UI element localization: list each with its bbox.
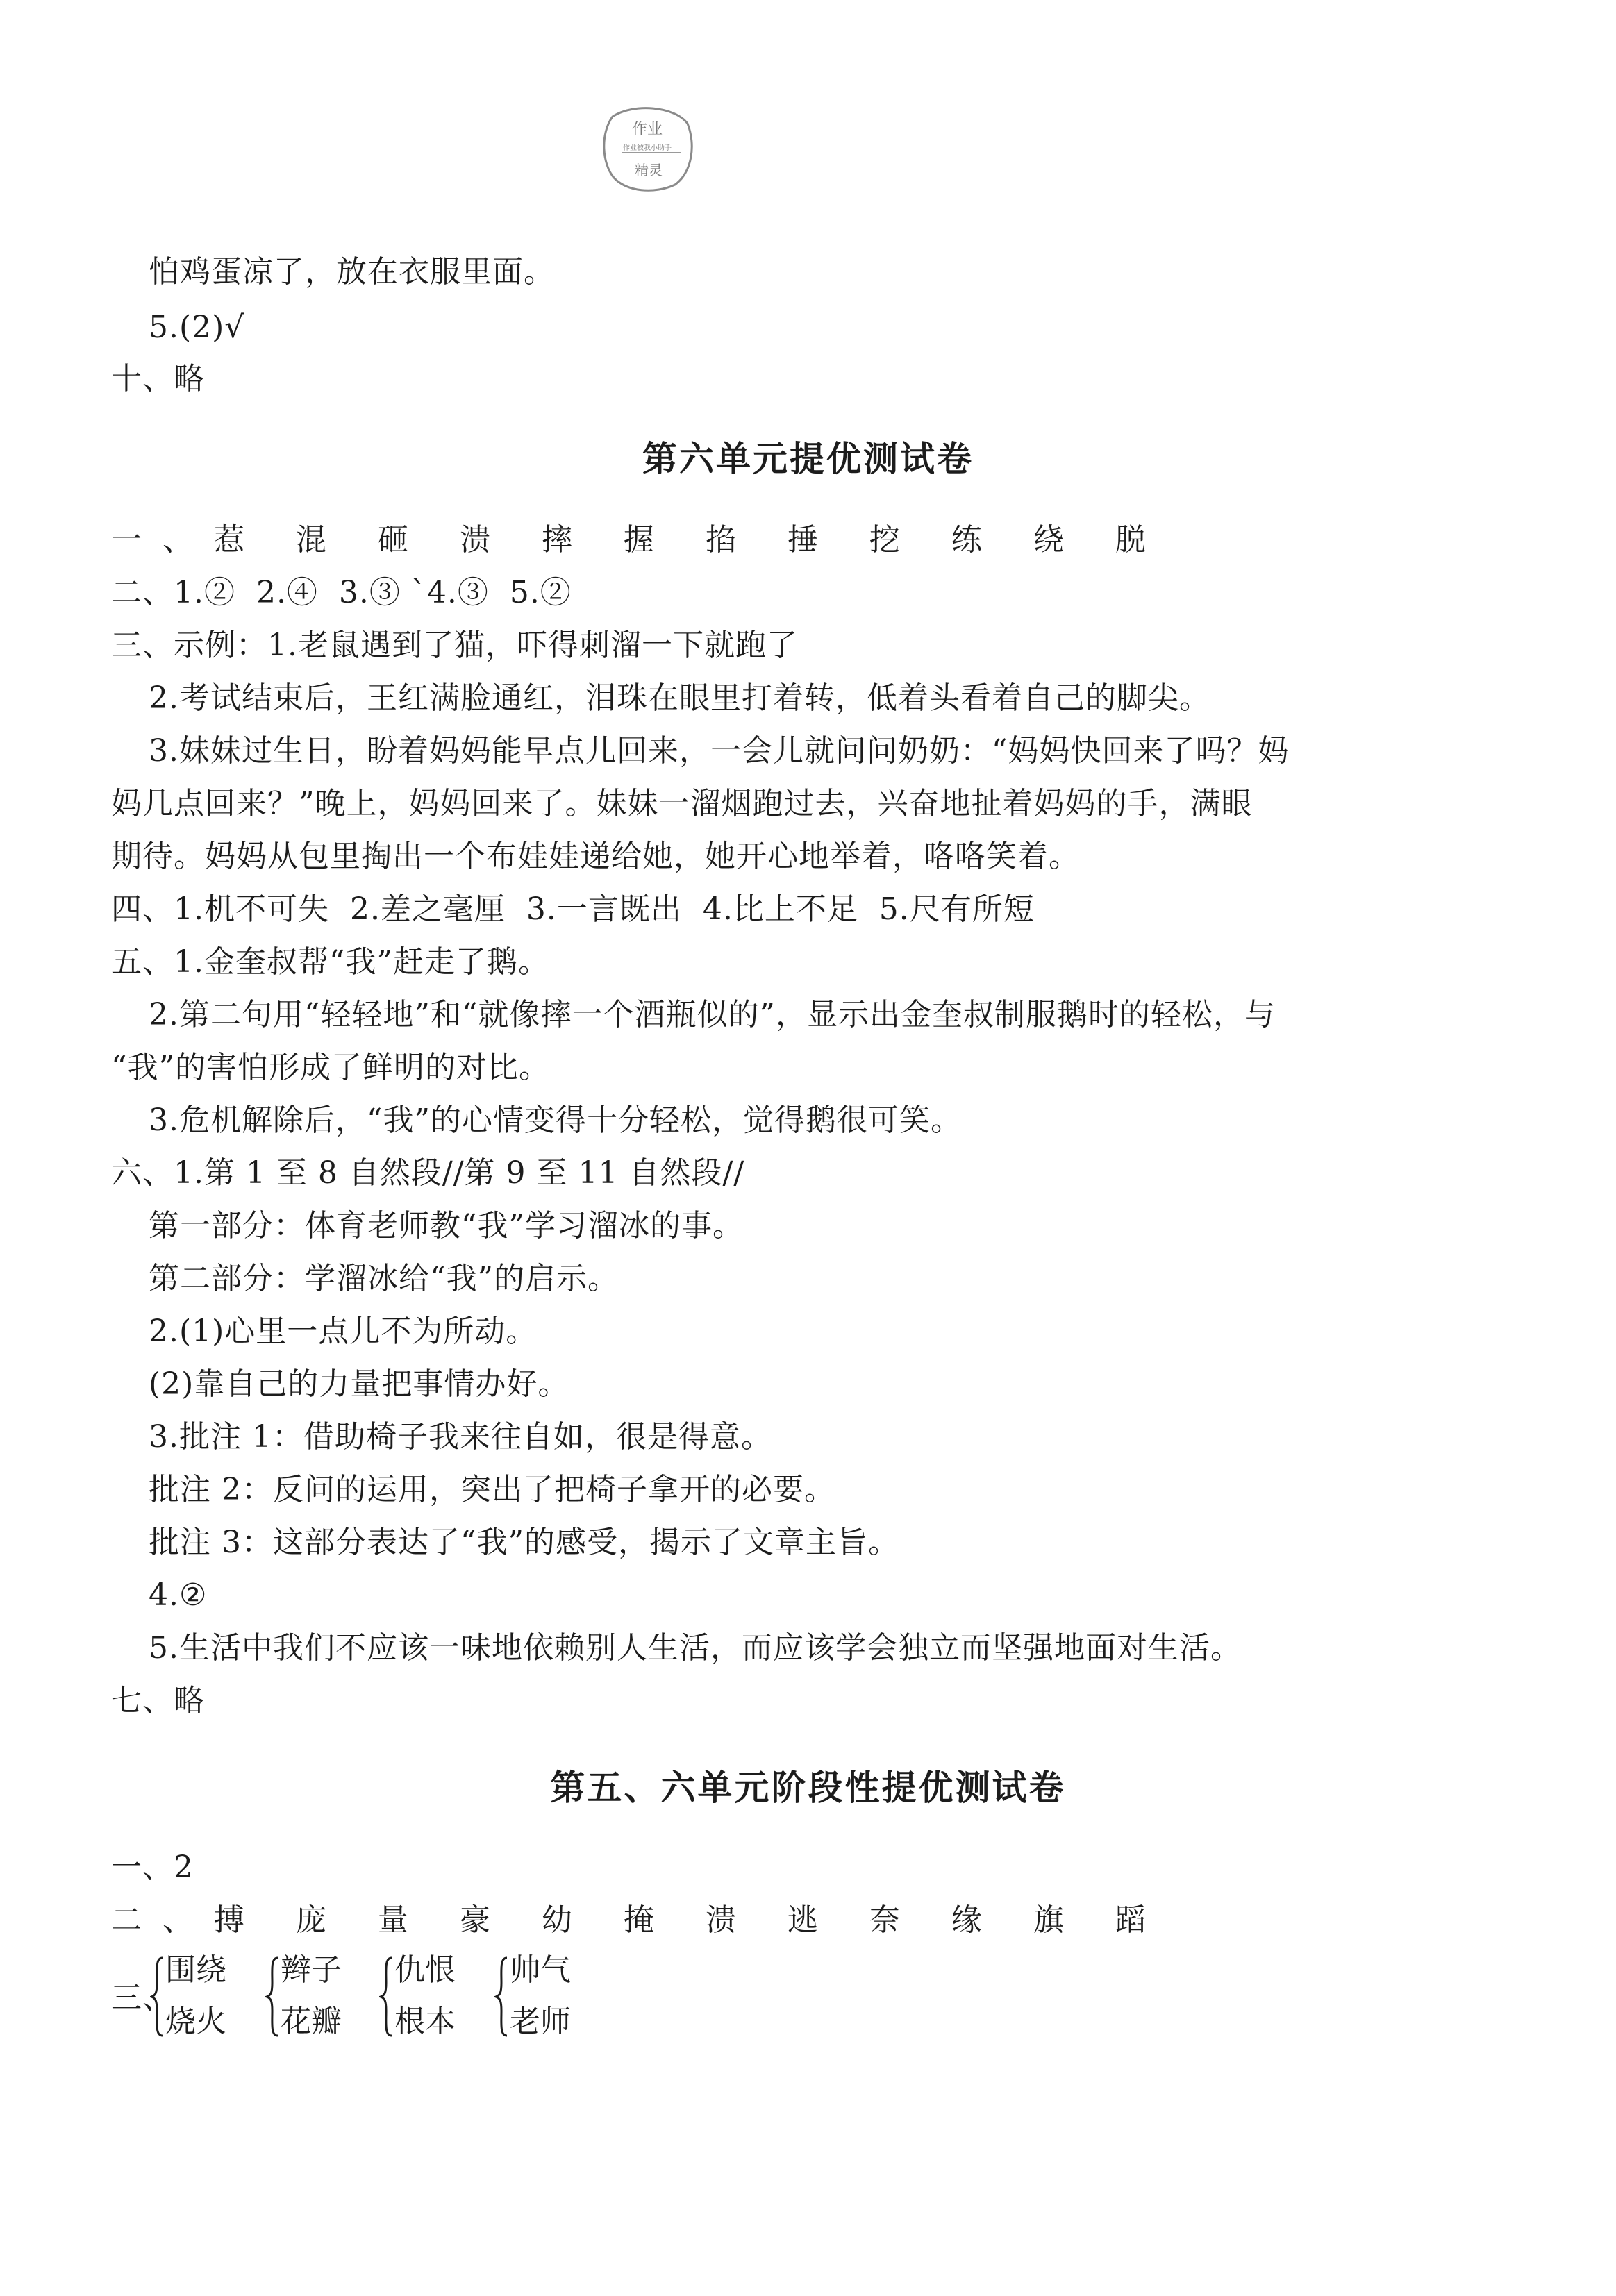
answer-line: 三、示例：1.老鼠遇到了猫，吓得刺溜一下就跑了 [111,628,798,663]
answer-line: 四、1.机不可失 2.差之毫厘 3.一言既出 4.比上不足 5.尺有所短 [111,891,1035,927]
answer-line: 一、2 [111,1850,194,1885]
answer-line: 3.批注 1：借助椅子我来往自如，很是得意。 [149,1419,772,1455]
answer-line: 2.考试结束后，王红满脸通红，泪珠在眼里打着转，低着头看着自己的脚尖。 [149,680,1210,716]
word-top: 辫子 [281,1952,342,1988]
word-bottom: 根本 [394,2004,456,2039]
answer-line: 二、1.② 2.④ 3.③ ˋ4.③ 5.② [111,575,572,610]
answer-line: 七、略 [111,1683,205,1718]
answer-line: 六、1.第 1 至 8 自然段//第 9 至 11 自然段// [111,1155,745,1191]
answer-line: 3.妹妹过生日，盼着妈妈能早点儿回来，一会儿就问问奶奶：“妈妈快回来了吗？妈 [149,733,1290,769]
answer-line: 十、略 [111,361,205,396]
answer-line: 3.危机解除后，“我”的心情变得十分轻松，觉得鹅很可笑。 [149,1103,962,1138]
answer-line: 期待。妈妈从包里掏出一个布娃娃递给她，她开心地举着，咯咯笑着。 [111,839,1080,874]
answer-line: 第二部分：学溜冰给“我”的启示。 [149,1261,619,1296]
answer-line: 2.(1)心里一点儿不为所动。 [149,1314,538,1349]
word-top: 围绕 [165,1952,226,1988]
answer-line: 批注 3：这部分表达了“我”的感受，揭示了文章主旨。 [149,1525,899,1560]
answer-line: (2)靠自己的力量把事情办好。 [149,1366,569,1402]
answer-line: 批注 2：反问的运用，突出了把椅子拿开的必要。 [149,1472,835,1507]
brace-icon [379,1955,393,2038]
answer-line: 二、搏 庞 量 豪 幼 掩 溃 逃 奈 缘 旗 蹈 [111,1902,1167,1938]
section-title: 第六单元提优测试卷 [642,439,974,479]
answer-line: 三、 [111,1980,174,2016]
brace-icon [265,1955,279,2038]
word-bottom: 老师 [510,2004,571,2039]
answer-line: 5.(2)√ [149,310,245,345]
svg-text:作业被我小助手: 作业被我小助手 [623,144,672,152]
answer-line: 一、惹 混 砸 溃 摔 握 掐 捶 挖 练 绕 脱 [111,522,1167,558]
section-title: 第五、六单元阶段性提优测试卷 [550,1768,1066,1808]
answer-line: 妈几点回来？”晚上，妈妈回来了。妹妹一溜烟跑过去，兴奋地扯着妈妈的手，满眼 [111,786,1253,821]
answer-line: 怕鸡蛋凉了，放在衣服里面。 [149,254,555,290]
homework-stamp [599,103,696,193]
word-top: 仇恨 [394,1952,456,1988]
brace-icon [150,1955,164,2038]
brace-icon [494,1955,508,2038]
answer-line: 4.② [149,1577,208,1613]
word-bottom: 花瓣 [281,2004,342,2039]
svg-text:精灵: 精灵 [635,162,663,178]
word-bottom: 烧火 [165,2004,226,2039]
answer-line: 2.第二句用“轻轻地”和“就像摔一个酒瓶似的”，显示出金奎叔制服鹅时的轻松，与 [149,997,1276,1032]
answer-line: 第一部分：体育老师教“我”学习溜冰的事。 [149,1208,744,1243]
svg-text:作业: 作业 [631,121,663,138]
answer-line: “我”的害怕形成了鲜明的对比。 [111,1050,550,1085]
word-top: 帅气 [510,1952,571,1988]
answer-line: 五、1.金奎叔帮“我”赶走了鹅。 [111,944,549,980]
answer-line: 5.生活中我们不应该一味地依赖别人生活，而应该学会独立而坚强地面对生活。 [149,1630,1242,1666]
